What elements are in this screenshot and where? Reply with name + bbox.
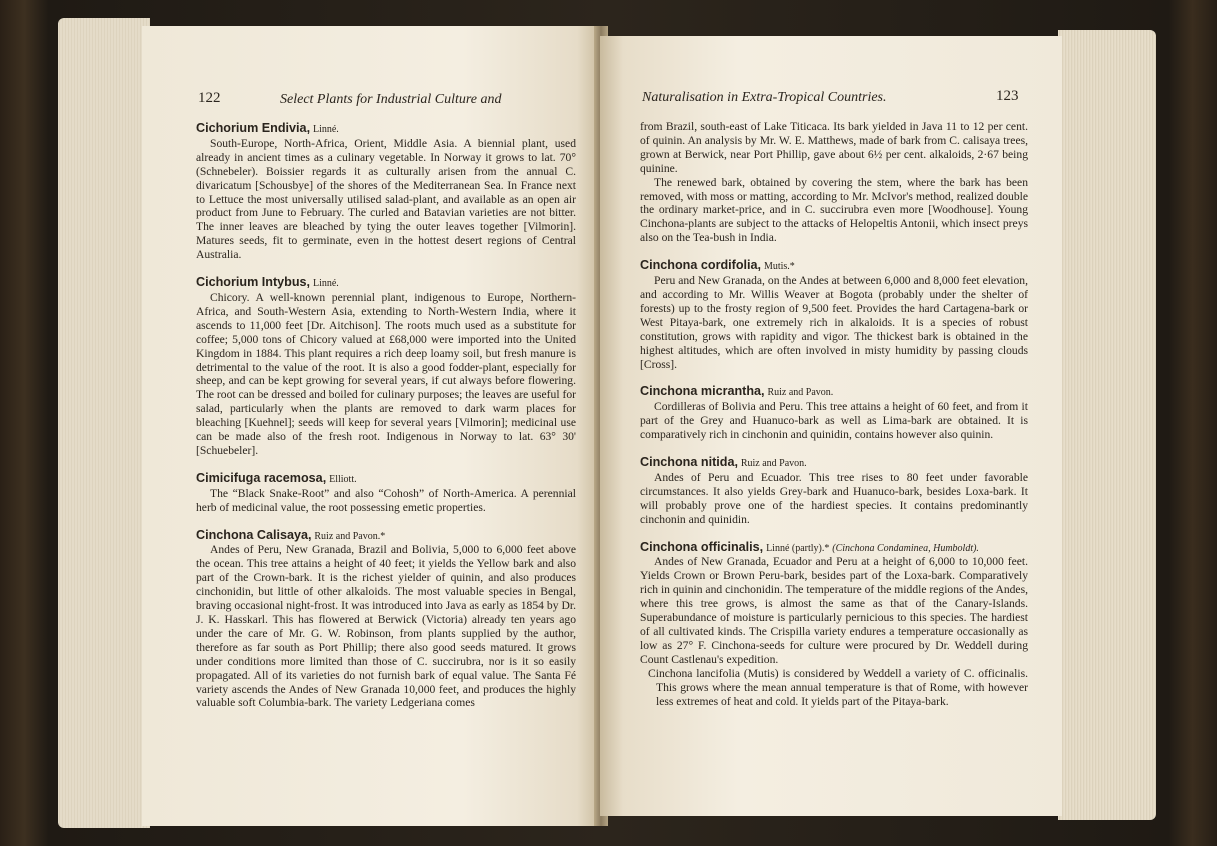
entry-paragraph: Cordilleras of Bolivia and Peru. This tree attains a height of 60 feet, and from it part of the Grey and Huanuco-bark as well as Lima-bark are obtained. It is comparatively rich in cinchonin and quinidin, contains however also quinin.	[640, 400, 1028, 442]
species-name: Cichorium Endivia,	[196, 121, 311, 135]
species-name: Cichorium Intybus,	[196, 275, 311, 290]
page-number: 122	[198, 90, 221, 106]
species-name: Cinchona nitida,	[640, 455, 738, 470]
entry-paragraph: Andes of Peru, New Granada, Brazil and Bolivia, 5,000 to 6,000 feet above the ocean. This tree attains a height of 40 feet; it yields the Yellow bark and also part of the Crown-bark. It is the richest yielder of quinin, and also produces cinchonidin, but little of other alkaloids. The most valuable species in Bengal, braving occasional night-frost. It was introduced into Java as early as 1854 by Dr. J. K. Hasskarl. This has flowered at Berwick (Victoria) already ten years ago under the care of Mr. G. W. Robinson, from plants supplied by the author, therefore as far south as Port Phillip; there also good seeds matured. It grows under conditions more limited than those of C. succirubra, nor is it so easily propagated. All of its varieties do not furnish bark of equal value. The Santa Fé variety ascends the Andes of New Granada 10,000 feet, and produces the highly valuable soft Columbia-bark. The variety Ledgeriana comes	[196, 543, 576, 710]
running-head: Select Plants for Industrial Culture and	[280, 92, 502, 107]
species-name: Cinchona micrantha,	[640, 384, 765, 399]
species-name: Cinchona Calisaya,	[196, 527, 312, 542]
page-edges-left	[58, 18, 150, 828]
entry-heading	[196, 276, 576, 291]
entry-paragraph: Andes of Peru and Ecuador. This tree rises to 80 feet under favorable circumstances. It also yields Grey-bark and Huanuco-bark, besides Loxa-bark. It will probably prove one of the hardiest species. It contains predominantly cinchonin and quinidin.	[640, 470, 1028, 526]
entry-heading	[640, 541, 1028, 556]
authority: Ruiz and Pavon.	[740, 458, 807, 470]
synonym: (Cinchona Condaminea, Humboldt).	[832, 542, 979, 554]
continuation-paragraph: The renewed bark, obtained by covering the stem, where the bark has been removed, with moss or matting, according to Mr. McIvor's method, realized double the ordinary market-price, and in C. succirubra even more [Woodhouse]. Young Cinchona-plants are subject to the attacks of Helopeltis Antonii, which insect preys also on the Tea-bush in India.	[640, 175, 1028, 245]
species-name: Cinchona officinalis,	[640, 539, 764, 554]
entry-heading	[640, 259, 1028, 274]
page-edges-right	[1058, 30, 1156, 820]
entry-paragraph: Chicory. A well-known perennial plant, indigenous to Europe, Northern-Africa, and South-Western Asia, extending to North-Western India, where it ascends to 11,000 feet [Dr. Aitchison]. The roots much used as a substitute for coffee; 5,000 tons of Chicory valued at £68,000 were imported into the United Kingdom in 1884. This plant requires a rich deep loamy soil, but fresh manure is detrimental to the value of the root. It is also a good fodder-plant, especially for sheep, and can be kept growing for several years, if cut always before flowering. The root can be dressed and boiled for culinary purposes; the leaves are useful for salad, particularly when the plants are removed to dark warm places for bleaching [Kuehnel]; seeds will keep for several years [Vilmorin]; medicinal use can be made also of the fresh root. Indigenous in Norway to lat. 63° 30' [Schuebeler].	[196, 290, 576, 457]
entry-heading	[640, 456, 1028, 471]
left-page	[142, 26, 600, 826]
entry-paragraph: South-Europe, North-Africa, Orient, Middle Asia. A biennial plant, used already in ancient times as a culinary vegetable. In Norway it grows to lat. 70° (Schnebeler). Boissier regards it as culturally arisen from the annual C. divaricatum [Schousbye] of the shores of the Mediterranean Sea. In France next to Lettuce the most universally utilised salad-plant, and available as an open air product from June to February. The curled and Batavian varieties are not bitter. The inner leaves are bleached by tying the outer leaves together [Vilmorin]. Matures seeds, fit to germinate, even in the hottest desert regions of Central Australia.	[196, 136, 576, 262]
entry-heading	[640, 385, 1028, 400]
authority: Elliott.	[329, 473, 357, 485]
sub-paragraph: Cinchona lancifolia (Mutis) is considered by Weddell a variety of C. officinalis. This grows where the mean annual temperature is that of Rome, with however less extremes of heat and cold. It yields part of the Pitaya-bark.	[648, 666, 1028, 708]
authority: Linné.	[312, 278, 339, 290]
page-number: 123	[996, 88, 1019, 104]
authority: Ruiz and Pavon.*	[314, 530, 386, 542]
authority: Linné (partly).*	[766, 542, 830, 554]
entry-heading	[196, 472, 576, 487]
entry-heading	[196, 529, 576, 544]
left-page-body	[196, 122, 576, 710]
authority: Mutis.*	[763, 261, 795, 273]
right-page-body	[640, 120, 1028, 708]
authority: Linné.	[312, 124, 339, 135]
running-head: Naturalisation in Extra-Tropical Countries.	[642, 90, 887, 105]
entry-paragraph: Peru and New Granada, on the Andes at between 6,000 and 8,000 feet elevation, and according to Mr. Willis Weaver at Bogota (probably under the shelter of forests) up to the frosty region of 9,500 feet. Provides the hard Cartagena-bark or West Pitaya-bark, one extremely rich in alkaloids. It is a species of robust constitution, grows with rapidity and vigor. The thickest bark is obtained in the highest altitudes, which are often involved in misty humidity by passing clouds [Cross].	[640, 274, 1028, 371]
species-name: Cimicifuga racemosa,	[196, 470, 327, 485]
species-name: Cinchona cordifolia,	[640, 258, 762, 273]
entry-paragraph: The “Black Snake-Root” and also “Cohosh” of North-America. A perennial herb of medicinal value, the root possessing emetic properties.	[196, 486, 576, 514]
continuation-text: from Brazil, south-east of Lake Titicaca. Its bark yielded in Java 11 to 12 per cent. of quinin. An analysis by Mr. W. E. Matthews, made of bark from C. calisaya trees, grown at Berwick, near Port Phillip, gave about 6½ per cent. alkaloids, 2·67 being quinine.	[640, 120, 1028, 175]
right-page	[600, 36, 1062, 816]
entry-heading	[196, 122, 576, 137]
authority: Ruiz and Pavon.	[767, 387, 834, 399]
entry-paragraph: Andes of New Granada, Ecuador and Peru at a height of 6,000 to 10,000 feet. Yields Crown or Brown Peru-bark, besides part of the Loxa-bark. Comparatively rich in quinin and cinchonidin. The temperature of the middle regions of the Andes, where this tree grows, is almost the same as that of the Canary-Islands. Superabundance of moisture is particularly pernicious to this species. The hardiest of all cultivated kinds. The Crispilla variety endures a temperature occasionally as low as 27° F. Cinchona-seeds for culture were procured by Dr. Weddell during Count Castlenau's expedition.	[640, 555, 1028, 666]
